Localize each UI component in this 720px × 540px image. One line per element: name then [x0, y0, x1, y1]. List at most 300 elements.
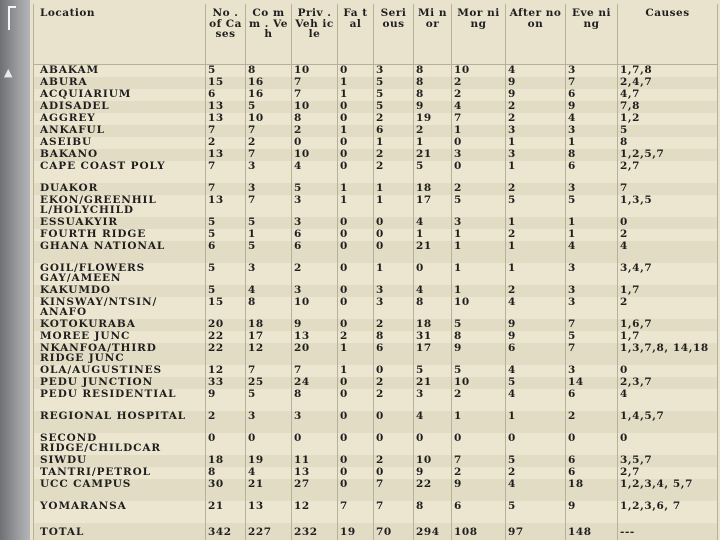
table-cell: 0	[452, 137, 506, 149]
table-cell: 3	[374, 285, 414, 297]
table-cell: 7	[206, 183, 246, 195]
table-cell: 10	[292, 101, 338, 113]
table-cell: 5	[246, 101, 292, 113]
table-cell: 4	[452, 101, 506, 113]
location-cell: ESSUAKYIR	[34, 217, 206, 229]
table-cell: 10	[292, 297, 338, 319]
table-cell: 8	[414, 501, 452, 523]
table-cell: 8	[566, 149, 618, 161]
location-cell: ACQUIARIUM	[34, 89, 206, 101]
table-cell: 2	[452, 467, 506, 479]
table-cell: 1	[506, 241, 566, 263]
table-cell: 1	[338, 89, 374, 101]
table-cell: 4	[506, 389, 566, 411]
table-cell: 9	[506, 319, 566, 331]
location-cell: FOURTH RIDGE	[34, 229, 206, 241]
location-cell: ASEIBU	[34, 137, 206, 149]
table-cell: 0	[338, 479, 374, 501]
table-cell: 9	[566, 501, 618, 523]
table-cell: 6	[566, 389, 618, 411]
table-row	[34, 455, 718, 467]
causes-cell: 8	[618, 137, 718, 149]
header-serious: Seri ous	[374, 4, 414, 65]
slide-corner-bracket	[8, 6, 16, 30]
table-cell: 5	[452, 365, 506, 377]
table-cell: 8	[414, 77, 452, 89]
table-cell: 5	[506, 501, 566, 523]
table-cell: 5	[206, 65, 246, 78]
table-cell: 12	[292, 501, 338, 523]
location-cell: DUAKOR	[34, 183, 206, 195]
table-row	[34, 183, 718, 195]
table-cell: 7	[246, 365, 292, 377]
table-row	[34, 479, 718, 501]
table-cell: 19	[414, 113, 452, 125]
location-cell: ANKAFUL	[34, 125, 206, 137]
table-cell: 9	[506, 331, 566, 343]
table-cell: 3	[374, 297, 414, 319]
table-cell: 0	[338, 137, 374, 149]
total-cell: 97	[506, 523, 566, 540]
table-cell: 8	[414, 89, 452, 101]
table-cell: 1	[506, 137, 566, 149]
causes-cell: 1,3,7,8, 14,18	[618, 343, 718, 365]
slide-left-band	[0, 0, 30, 540]
table-cell: 9	[506, 77, 566, 89]
table-cell: 8	[246, 65, 292, 78]
table-cell: 6	[206, 89, 246, 101]
table-cell: 18	[566, 479, 618, 501]
table-cell: 1	[246, 229, 292, 241]
table-cell: 2	[374, 455, 414, 467]
table-cell: 3	[452, 149, 506, 161]
table-cell: 2	[374, 113, 414, 125]
table-cell: 3	[292, 195, 338, 217]
table-cell: 3	[246, 411, 292, 433]
table-cell: 0	[338, 297, 374, 319]
table-cell: 8	[414, 65, 452, 78]
header-fatal: Fa tal	[338, 4, 374, 65]
table-cell: 7	[566, 319, 618, 331]
table-cell: 1	[452, 411, 506, 433]
table-cell: 27	[292, 479, 338, 501]
causes-cell: 0	[618, 365, 718, 377]
table-cell: 9	[506, 89, 566, 101]
table-cell: 9	[414, 101, 452, 113]
causes-cell: 2	[618, 229, 718, 241]
location-cell: REGIONAL HOSPITAL	[34, 411, 206, 433]
table-cell: 8	[292, 389, 338, 411]
table-row	[34, 241, 718, 263]
table-cell: 10	[452, 65, 506, 78]
location-cell: MOREE JUNC	[34, 331, 206, 343]
table-cell: 3	[414, 389, 452, 411]
causes-cell: 2,7	[618, 467, 718, 479]
table-cell: 1	[414, 137, 452, 149]
table-cell: 13	[292, 467, 338, 479]
table-cell: 4	[414, 411, 452, 433]
table-cell: 8	[452, 331, 506, 343]
table-cell: 1	[374, 183, 414, 195]
table-cell: 24	[292, 377, 338, 389]
table-cell: 9	[206, 389, 246, 411]
table-row	[34, 297, 718, 319]
table-cell: 0	[452, 161, 506, 183]
table-cell: 15	[206, 77, 246, 89]
table-cell: 4	[506, 365, 566, 377]
table-cell: 5	[452, 195, 506, 217]
table-cell: 6	[566, 89, 618, 101]
table-cell: 3	[506, 149, 566, 161]
table-cell: 2	[374, 377, 414, 389]
table-cell: 3	[246, 183, 292, 195]
table-row	[34, 501, 718, 523]
table-cell: 4	[414, 285, 452, 297]
table-cell: 0	[338, 217, 374, 229]
table-cell: 1	[338, 125, 374, 137]
table-cell: 7	[566, 77, 618, 89]
causes-cell: 2,4,7	[618, 77, 718, 89]
table-cell: 8	[414, 297, 452, 319]
table-cell: 8	[206, 467, 246, 479]
table-cell: 2	[506, 285, 566, 297]
table-row	[34, 285, 718, 297]
causes-cell: 3,5,7	[618, 455, 718, 467]
table-cell: 5	[374, 77, 414, 89]
table-cell: 22	[206, 343, 246, 365]
table-cell: 3	[292, 217, 338, 229]
table-cell: 19	[246, 455, 292, 467]
table-row	[34, 101, 718, 113]
location-cell: BAKANO	[34, 149, 206, 161]
table-row	[34, 229, 718, 241]
table-cell: 1	[338, 77, 374, 89]
table-row	[34, 411, 718, 433]
table-cell: 12	[206, 365, 246, 377]
total-cell: ---	[618, 523, 718, 540]
table-cell: 3	[452, 217, 506, 229]
table-cell: 7	[566, 343, 618, 365]
causes-cell: 2	[618, 297, 718, 319]
table-cell: 0	[374, 365, 414, 377]
location-cell: SIWDU	[34, 455, 206, 467]
table-cell: 0	[292, 433, 338, 455]
table-cell: 3	[246, 161, 292, 183]
location-cell: ADISADEL	[34, 101, 206, 113]
table-cell: 0	[338, 263, 374, 285]
table-body	[34, 65, 718, 540]
table-cell: 7	[246, 195, 292, 217]
table-cell: 0	[338, 149, 374, 161]
table-cell: 6	[292, 241, 338, 263]
table-cell: 3	[292, 285, 338, 297]
total-cell: 70	[374, 523, 414, 540]
table-row	[34, 217, 718, 229]
table-cell: 15	[206, 297, 246, 319]
total-cell: 232	[292, 523, 338, 540]
table-cell: 0	[452, 433, 506, 455]
table-cell: 0	[338, 65, 374, 78]
table-cell: 0	[338, 113, 374, 125]
table-cell: 10	[452, 377, 506, 389]
table-cell: 21	[414, 149, 452, 161]
table-cell: 7	[374, 479, 414, 501]
table-cell: 18	[206, 455, 246, 467]
table-cell: 0	[506, 433, 566, 455]
table-cell: 6	[292, 229, 338, 241]
location-cell: ABURA	[34, 77, 206, 89]
table-cell: 1	[452, 263, 506, 285]
table-cell: 31	[414, 331, 452, 343]
table-cell: 17	[414, 343, 452, 365]
table-cell: 9	[292, 319, 338, 331]
table-cell: 4	[566, 241, 618, 263]
table-cell: 7	[206, 161, 246, 183]
table-cell: 5	[206, 217, 246, 229]
header-causes: Causes	[618, 4, 718, 65]
table-cell: 0	[414, 263, 452, 285]
table-cell: 5	[246, 241, 292, 263]
causes-cell: 7,8	[618, 101, 718, 113]
table-row	[34, 365, 718, 377]
table-cell: 3	[566, 125, 618, 137]
table-cell: 5	[566, 331, 618, 343]
table-cell: 2	[374, 319, 414, 331]
causes-cell: 1,2	[618, 113, 718, 125]
causes-cell: 4	[618, 389, 718, 411]
table-cell: 7	[374, 501, 414, 523]
location-cell: OLA/AUGUSTINES	[34, 365, 206, 377]
table-row	[34, 195, 718, 217]
table-cell: 21	[414, 377, 452, 389]
table-cell: 5	[292, 183, 338, 195]
table-cell: 2	[506, 183, 566, 195]
table-cell: 4	[506, 297, 566, 319]
total-cell: 294	[414, 523, 452, 540]
table-cell: 8	[374, 331, 414, 343]
location-cell: PEDU JUNCTION	[34, 377, 206, 389]
table-row	[34, 433, 718, 455]
table-row	[34, 263, 718, 285]
table-cell: 2	[506, 101, 566, 113]
table-cell: 5	[374, 101, 414, 113]
table-header-row	[34, 4, 718, 65]
header-commercial-vehicle: Co mm . Veh	[246, 4, 292, 65]
table-cell: 1	[414, 229, 452, 241]
causes-cell: 2,7	[618, 161, 718, 183]
table-cell: 11	[292, 455, 338, 467]
table-cell: 22	[414, 479, 452, 501]
table-cell: 0	[338, 455, 374, 467]
table-cell: 5	[566, 195, 618, 217]
causes-cell: 1,2,3,6, 7	[618, 501, 718, 523]
table-cell: 0	[374, 217, 414, 229]
table-cell: 20	[292, 343, 338, 365]
table-cell: 1	[506, 161, 566, 183]
table-row	[34, 161, 718, 183]
table-cell: 2	[292, 125, 338, 137]
causes-cell: 1,4,5,7	[618, 411, 718, 433]
causes-cell: 1,3,5	[618, 195, 718, 217]
causes-cell: 1,2,3,4, 5,7	[618, 479, 718, 501]
table-total-row	[34, 523, 718, 540]
location-cell: SECOND RIDGE/CHILDCAR	[34, 433, 206, 455]
table-cell: 1	[452, 241, 506, 263]
table-cell: 5	[452, 319, 506, 331]
total-cell: 148	[566, 523, 618, 540]
table-cell: 6	[374, 343, 414, 365]
table-cell: 3	[246, 263, 292, 285]
table-cell: 10	[414, 455, 452, 467]
total-label: TOTAL	[34, 523, 206, 540]
table-row	[34, 125, 718, 137]
table-cell: 21	[414, 241, 452, 263]
table-cell: 2	[452, 183, 506, 195]
table-cell: 2	[566, 411, 618, 433]
table-cell: 1	[566, 137, 618, 149]
causes-cell: 7	[618, 183, 718, 195]
table-cell: 30	[206, 479, 246, 501]
table-cell: 10	[452, 297, 506, 319]
table-cell: 1	[452, 125, 506, 137]
table-cell: 1	[506, 217, 566, 229]
table-cell: 2	[452, 89, 506, 101]
table-cell: 33	[206, 377, 246, 389]
table-cell: 13	[206, 195, 246, 217]
table-cell: 0	[246, 433, 292, 455]
table-cell: 13	[206, 149, 246, 161]
table-cell: 5	[206, 285, 246, 297]
location-cell: TANTRI/PETROL	[34, 467, 206, 479]
table-cell: 9	[452, 343, 506, 365]
table-cell: 17	[246, 331, 292, 343]
total-cell: 19	[338, 523, 374, 540]
location-cell: KINSWAY/NTSIN/ ANAFO	[34, 297, 206, 319]
table-cell: 5	[206, 263, 246, 285]
location-cell: EKON/GREENHIL L/HOLYCHILD	[34, 195, 206, 217]
table-cell: 2	[414, 125, 452, 137]
header-private-vehicle: Priv . Veh icle	[292, 4, 338, 65]
location-cell: ABAKAM	[34, 65, 206, 78]
table-cell: 1	[338, 343, 374, 365]
table-cell: 0	[338, 389, 374, 411]
location-cell: KOTOKURABA	[34, 319, 206, 331]
table-cell: 6	[206, 241, 246, 263]
table-cell: 1	[338, 195, 374, 217]
location-cell: PEDU RESIDENTIAL	[34, 389, 206, 411]
location-cell: UCC CAMPUS	[34, 479, 206, 501]
table-cell: 4	[246, 467, 292, 479]
table-cell: 2	[452, 77, 506, 89]
slide-edge-mark: ▲	[4, 66, 13, 79]
table-cell: 18	[414, 183, 452, 195]
table-cell: 7	[452, 455, 506, 467]
table-cell: 5	[206, 229, 246, 241]
header-evening: Eve ning	[566, 4, 618, 65]
total-cell: 227	[246, 523, 292, 540]
table-row	[34, 467, 718, 479]
table-cell: 5	[506, 377, 566, 389]
table-cell: 2	[374, 149, 414, 161]
table-cell: 17	[414, 195, 452, 217]
table-cell: 13	[206, 101, 246, 113]
table-cell: 5	[414, 161, 452, 183]
table-cell: 0	[374, 241, 414, 263]
table-cell: 16	[246, 77, 292, 89]
table-row	[34, 113, 718, 125]
table-cell: 3	[374, 65, 414, 78]
causes-cell: 4,7	[618, 89, 718, 101]
header-minor: Mi nor	[414, 4, 452, 65]
table-cell: 7	[292, 365, 338, 377]
causes-cell: 0	[618, 217, 718, 229]
table-cell: 1	[452, 229, 506, 241]
table-cell: 10	[292, 65, 338, 78]
causes-cell: 1,6,7	[618, 319, 718, 331]
table-cell: 1	[374, 137, 414, 149]
header-location: Location	[34, 4, 206, 65]
table-cell: 0	[338, 411, 374, 433]
table-cell: 3	[566, 183, 618, 195]
scanned-document	[30, 0, 720, 540]
table-cell: 0	[206, 433, 246, 455]
table-cell: 7	[246, 149, 292, 161]
table-cell: 0	[374, 467, 414, 479]
table-cell: 4	[414, 217, 452, 229]
table-cell: 13	[206, 113, 246, 125]
table-cell: 2	[506, 229, 566, 241]
table-cell: 0	[338, 241, 374, 263]
table-cell: 0	[338, 433, 374, 455]
table-cell: 14	[566, 377, 618, 389]
table-cell: 3	[506, 125, 566, 137]
table-cell: 6	[506, 343, 566, 365]
table-cell: 0	[566, 433, 618, 455]
table-row	[34, 343, 718, 365]
location-cell: YOMARANSA	[34, 501, 206, 523]
table-cell: 5	[506, 455, 566, 467]
table-cell: 2	[506, 467, 566, 479]
location-cell: GHANA NATIONAL	[34, 241, 206, 263]
table-row	[34, 377, 718, 389]
table-cell: 4	[292, 161, 338, 183]
causes-cell: 4	[618, 241, 718, 263]
causes-cell: 5	[618, 125, 718, 137]
header-cases: No . of Ca ses	[206, 4, 246, 65]
table-cell: 8	[292, 113, 338, 125]
table-cell: 2	[506, 113, 566, 125]
table-cell: 4	[246, 285, 292, 297]
table-cell: 0	[374, 433, 414, 455]
table-cell: 1	[506, 263, 566, 285]
table-cell: 5	[246, 389, 292, 411]
table-cell: 2	[292, 263, 338, 285]
table-cell: 1	[374, 195, 414, 217]
causes-cell: 1,7	[618, 285, 718, 297]
table-cell: 1	[338, 365, 374, 377]
table-cell: 4	[506, 65, 566, 78]
table-cell: 0	[414, 433, 452, 455]
table-cell: 1	[566, 217, 618, 229]
table-cell: 3	[292, 411, 338, 433]
table-cell: 3	[566, 263, 618, 285]
location-cell: GOIL/FLOWERS GAY/AMEEN	[34, 263, 206, 285]
table-cell: 10	[292, 149, 338, 161]
table-cell: 0	[374, 229, 414, 241]
table-cell: 1	[506, 411, 566, 433]
causes-cell: 0	[618, 433, 718, 455]
causes-cell: 1,2,5,7	[618, 149, 718, 161]
